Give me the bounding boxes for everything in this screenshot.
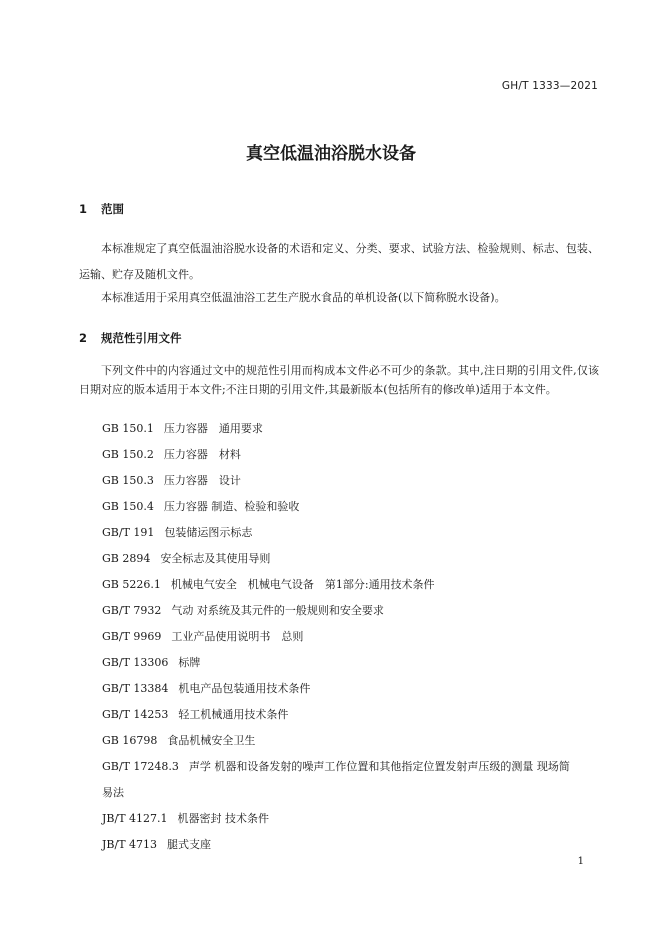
reference-code: GB 150.1 [102, 422, 154, 435]
reference-item [102, 524, 252, 540]
reference-title: 工业产品使用说明书 总则 [171, 630, 304, 643]
reference-title: 包装储运图示标志 [164, 526, 253, 539]
reference-title: 机器密封 技术条件 [177, 812, 270, 825]
section-title: 范围 [101, 202, 125, 216]
references-intro: 下列文件中的内容通过文中的规范性引用而构成本文件必不可少的条款。其中,注日期的引用文件,仅该日期对应的版本适用于本文件;不注日期的引用文件,其最新版本(包括所有的修改单)适用于本文件。 [79, 364, 599, 396]
reference-code: JB/T 4713 [102, 838, 158, 851]
reference-item [102, 602, 384, 618]
reference-title: 机械电气安全 机械电气设备 第1部分:通用技术条件 [170, 578, 435, 591]
reference-code: GB/T 13384 [102, 682, 169, 695]
reference-item [102, 706, 288, 722]
reference-code: GB/T 191 [102, 526, 155, 539]
reference-title: 食品机械安全卫生 [167, 734, 256, 747]
reference-item [102, 472, 241, 488]
reference-item [102, 836, 211, 852]
reference-continuation: 易法 [102, 786, 124, 799]
section-1-heading [79, 201, 124, 217]
document-code: GH/T 1333—2021 [501, 80, 598, 92]
section-number: 1 [79, 202, 88, 216]
reference-item [102, 446, 241, 462]
section-title: 规范性引用文件 [101, 331, 182, 345]
reference-code: GB 5226.1 [102, 578, 161, 591]
reference-code: GB 150.2 [102, 448, 154, 461]
reference-title: 压力容器 设计 [163, 474, 241, 487]
reference-item [102, 810, 269, 826]
reference-title: 轻工机械通用技术条件 [178, 708, 289, 721]
reference-code: GB/T 14253 [102, 708, 169, 721]
section-number: 2 [79, 331, 88, 345]
reference-item [102, 576, 435, 592]
reference-title: 腿式支座 [167, 838, 212, 851]
reference-code: GB/T 17248.3 [102, 760, 179, 773]
reference-code: JB/T 4127.1 [102, 812, 168, 825]
reference-item [102, 732, 255, 748]
reference-title: 声学 机器和设备发射的噪声工作位置和其他指定位置发射声压级的测量 现场简 [188, 760, 570, 773]
page-title: 真空低温油浴脱水设备 [246, 144, 416, 164]
reference-item [102, 628, 303, 644]
reference-code: GB 2894 [102, 552, 151, 565]
scope-paragraph-2: 本标准适用于采用真空低温油浴工艺生产脱水食品的单机设备(以下简称脱水设备)。 [101, 291, 506, 304]
section-2-heading [79, 330, 182, 346]
reference-code: GB 150.3 [102, 474, 154, 487]
scope-paragraph-1: 本标准规定了真空低温油浴脱水设备的术语和定义、分类、要求、试验方法、检验规则、标志、包装、运输、贮存及随机文件。 [79, 242, 599, 281]
reference-item [102, 654, 200, 670]
reference-code: GB/T 9969 [102, 630, 162, 643]
reference-item [102, 498, 299, 514]
reference-item [102, 758, 570, 774]
reference-code: GB/T 13306 [102, 656, 169, 669]
reference-title: 压力容器 通用要求 [163, 422, 263, 435]
reference-title: 标牌 [178, 656, 201, 669]
reference-item [102, 550, 270, 566]
page-number: 1 [577, 856, 584, 867]
reference-code: GB/T 7932 [102, 604, 162, 617]
reference-code: GB 16798 [102, 734, 158, 747]
reference-title: 压力容器 制造、检验和验收 [163, 500, 300, 513]
reference-title: 机电产品包装通用技术条件 [178, 682, 311, 695]
reference-item [102, 420, 263, 436]
reference-item [102, 680, 310, 696]
reference-title: 气动 对系统及其元件的一般规则和安全要求 [171, 604, 384, 617]
reference-code: GB 150.4 [102, 500, 154, 513]
reference-title: 压力容器 材料 [163, 448, 241, 461]
reference-title: 安全标志及其使用导则 [160, 552, 271, 565]
